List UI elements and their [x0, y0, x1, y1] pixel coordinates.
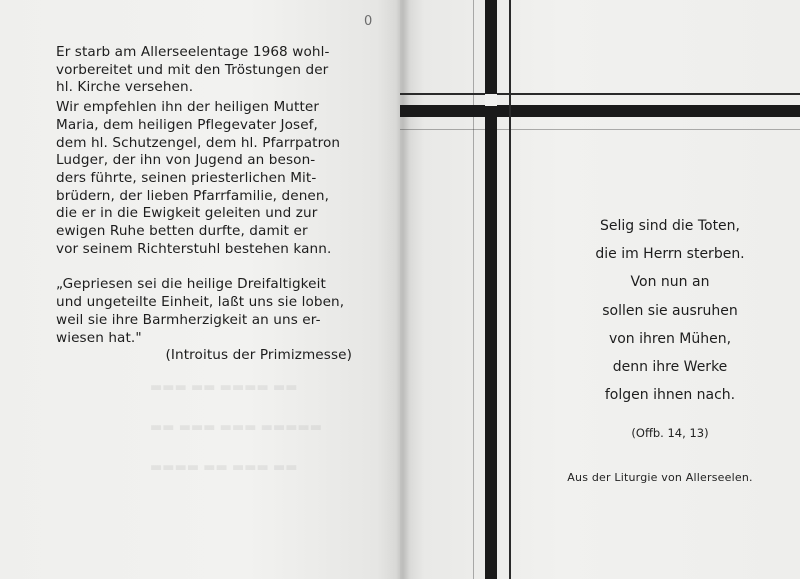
text-line: weil sie ihre Barmherzigkeit an uns er- [56, 311, 321, 328]
scripture-verse [560, 212, 780, 409]
text-line: und ungeteilte Einheit, laßt uns sie loben, [56, 294, 345, 311]
cross-outline [400, 93, 800, 95]
bleed-through: ▬▬ ▬▬▬ ▬▬▬ ▬▬▬▬▬ [150, 420, 323, 435]
cross-outline [400, 129, 800, 130]
text-line: vorbereitet und mit den Tröstungen der [56, 61, 329, 78]
text-line: Wir empfehlen ihn der heiligen Mutter [56, 99, 320, 116]
bleed-through: ▬▬▬▬ ▬▬ ▬▬▬ ▬▬ [150, 460, 298, 475]
page-fold [396, 0, 410, 579]
text-line: Ludger, der ihn von Jugend an beson- [56, 152, 316, 169]
prayer-request [56, 99, 352, 258]
verse-line: Von nun an [630, 274, 710, 291]
verse-line: denn ihre Werke [612, 358, 728, 375]
cross-horizontal-bar [400, 105, 800, 117]
text-line: dem hl. Schutzengel, dem hl. Pfarrpatron [56, 134, 341, 151]
primiz-quote [56, 276, 352, 347]
liturgy-source: Aus der Liturgie von Allerseelen. [567, 471, 753, 484]
verse-reference: (Offb. 14, 13) [631, 426, 709, 440]
death-statement [56, 44, 352, 97]
verse-line: von ihren Mühen, [608, 330, 732, 347]
cross-outline [509, 0, 511, 579]
cross-vertical-bar [485, 0, 497, 579]
verse-line: folgen ihnen nach. [604, 387, 736, 404]
text-line: vor seinem Richterstuhl bestehen kann. [56, 240, 332, 257]
cross-gap [485, 94, 497, 106]
verse-line: die im Herrn sterben. [595, 246, 745, 263]
quote-citation: (Introitus der Primizmesse) [165, 347, 352, 364]
text-line: die er in die Ewigkeit geleiten und zur [56, 205, 318, 222]
text-line: brüdern, der lieben Pfarrfamilie, denen, [56, 187, 330, 204]
text-line: Er starb am Allerseelentage 1968 wohl- [56, 44, 330, 60]
obituary-text [56, 44, 352, 365]
text-line: ewigen Ruhe betten durfte, damit er [56, 223, 308, 240]
text-line: ders führte, seinen priesterlichen Mit- [56, 169, 317, 186]
verse-line: sollen sie ausruhen [602, 302, 738, 319]
cross-outline [473, 0, 474, 579]
verse-line: Selig sind die Toten, [599, 218, 740, 234]
pencil-mark: 0 [364, 14, 373, 29]
text-line: „Gepriesen sei die heilige Dreifaltigkeit [56, 276, 326, 293]
text-line: wiesen hat." [56, 329, 142, 346]
text-line: hl. Kirche versehen. [56, 79, 194, 96]
bleed-through: ▬▬▬ ▬▬ ▬▬▬▬ ▬▬ [150, 380, 298, 395]
text-line: Maria, dem heiligen Pflegevater Josef, [56, 116, 318, 133]
